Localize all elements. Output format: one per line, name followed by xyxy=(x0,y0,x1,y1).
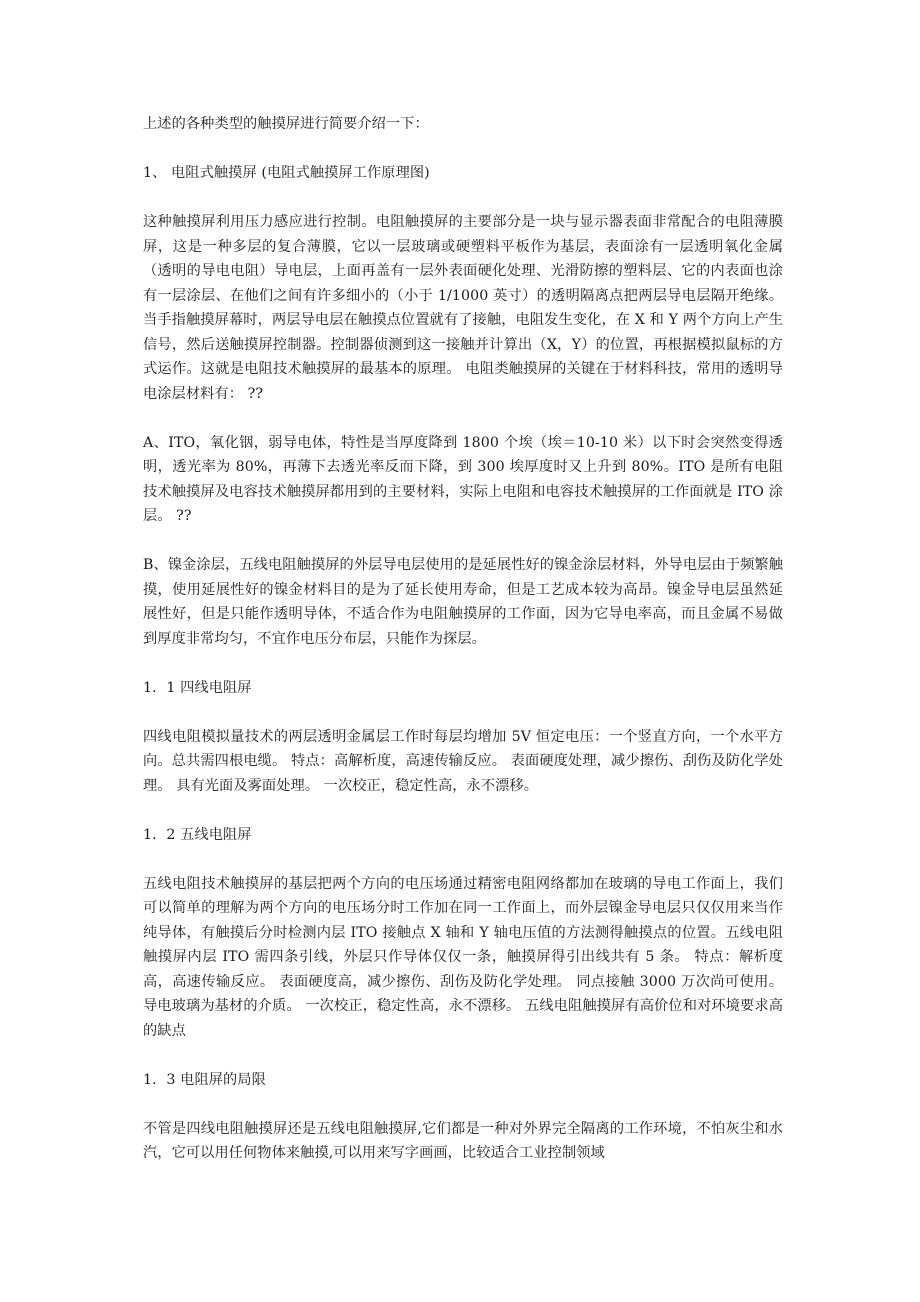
resistive-description-paragraph: 这种触摸屏利用压力感应进行控制。电阻触摸屏的主要部分是一块与显示器表面非常配合的电阻薄膜屏，这是一种多层的复合薄膜，它以一层玻璃或硬塑料平板作为基层，表面涂有一层透明氧化金属（透明的导电电阻）导电层，上面再盖有一层外表面硬化处理、光滑防擦的塑料层、它的内表面也涂有一层涂层、在他们之间有许多细小的（小于 1/1000 英寸）的透明隔离点把两层导电层隔开绝缘。 当手指触摸屏幕时，两层导电层在触摸点位置就有了接触，电阻发生变化，在 X 和 Y 两个方向上产生信号，然后送触摸屏控制器。控制器侦测到这一接触并计算出（X，Y）的位置，再根据模拟鼠标的方式运作。这就是电阻技术触摸屏的最基本的原理。 电阻类触摸屏的关键在于材料科技，常用的透明导电涂层材料有： ?? xyxy=(143,214,783,402)
section-heading-limitations: 1．3 电阻屏的局限 xyxy=(143,1071,266,1088)
document-page xyxy=(143,112,783,1166)
intro-paragraph: 上述的各种类型的触摸屏进行简要介绍一下： xyxy=(143,116,429,132)
four-wire-paragraph: 四线电阻模拟量技术的两层透明金属层工作时每层均增加 5V 恒定电压：一个竖直方向，一个水平方向。总共需四根电缆。 特点：高解析度，高速传输反应。 表面硬度处理，减少擦伤、刮伤及防化学处理。 具有光面及雾面处理。 一次校正，稳定性高，永不漂移。 xyxy=(143,728,783,794)
section-heading-resistive: 1、 电阻式触摸屏 (电阻式触摸屏工作原理图) xyxy=(143,165,430,181)
five-wire-paragraph: 五线电阻技术触摸屏的基层把两个方向的电压场通过精密电阻网络都加在玻璃的导电工作面上，我们可以简单的理解为两个方向的电压场分时工作加在同一工作面上，而外层镍金导电层只仅仅用来当作纯导体，有触摸后分时检测内层 ITO 接触点 X 轴和 Y 轴电压值的方法测得触摸点的位置。五线电阻触摸屏内层 ITO 需四条引线，外层只作导体仅仅一条，触摸屏得引出线共有 5 条。 特点：解析度高，高速传输反应。 表面硬度高，减少擦伤、刮伤及防化学处理。 同点接触 3000 万次尚可使用。 导电玻璃为基材的介质。 一次校正，稳定性高，永不漂移。 五线电阻触摸屏有高价位和对环境要求高的缺点 xyxy=(143,875,783,1039)
section-heading-five-wire: 1．2 五线电阻屏 xyxy=(143,826,252,843)
section-heading-four-wire: 1．1 四线电阻屏 xyxy=(143,679,252,696)
nickel-gold-paragraph: B、镍金涂层，五线电阻触摸屏的外层导电层使用的是延展性好的镍金涂层材料，外导电层由于频繁触摸，使用延展性好的镍金材料目的是为了延长使用寿命，但是工艺成本较为高昂。镍金导电层虽然延展性好，但是只能作透明导体，不适合作为电阻触摸屏的工作面，因为它导电率高，而且金属不易做到厚度非常均匀，不宜作电压分布层，只能作为探层。 xyxy=(143,557,783,647)
limitations-paragraph: 不管是四线电阻触摸屏还是五线电阻触摸屏,它们都是一种对外界完全隔离的工作环境，不怕灰尘和水汽，它可以用任何物体来触摸,可以用来写字画画，比较适合工业控制领域 xyxy=(143,1120,783,1161)
ito-material-paragraph: A、ITO，氧化铟，弱导电体，特性是当厚度降到 1800 个埃（埃＝10-10 米）以下时会突然变得透明，透光率为 80%，再薄下去透光率反而下降，到 300 埃厚度时又上升到 80%。ITO 是所有电阻技术触摸屏及电容技术触摸屏都用到的主要材料，实际上电阻和电容技术触摸屏的工作面就是 ITO 涂层。 ?? xyxy=(143,434,783,524)
